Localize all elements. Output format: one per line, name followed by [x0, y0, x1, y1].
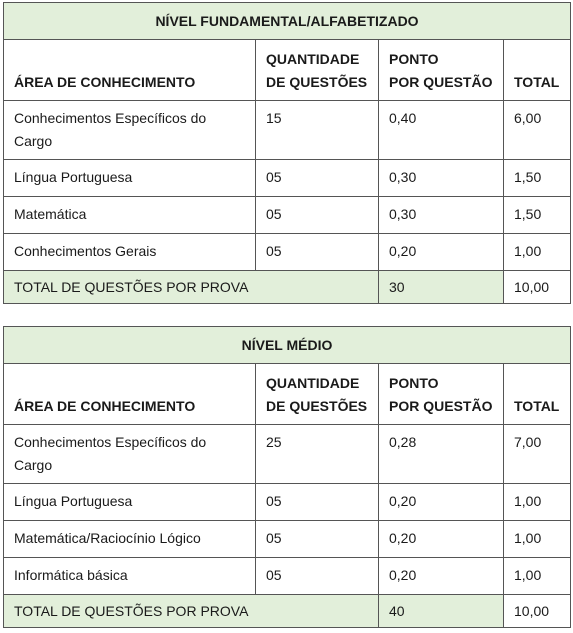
header-points: [379, 364, 504, 425]
header-quantity-line2: DE QUESTÕES: [266, 398, 368, 414]
table-row: [4, 197, 571, 234]
header-total: TOTAL: [504, 40, 571, 101]
header-quantity-line1: QUANTIDADE: [266, 375, 360, 391]
total-label: TOTAL DE QUESTÕES POR PROVA: [4, 595, 379, 628]
header-row: [4, 364, 571, 425]
cell-quantity: 05: [256, 484, 379, 521]
header-points-line2: POR QUESTÃO: [389, 398, 493, 414]
cell-area: Conhecimentos Gerais: [4, 234, 256, 271]
header-points-line2: POR QUESTÃO: [389, 74, 493, 90]
cell-quantity: 05: [256, 521, 379, 558]
header-points-line1: PONTO: [389, 375, 439, 391]
cell-area: Informática básica: [4, 558, 256, 595]
cell-area: [4, 425, 256, 484]
cell-total: 1,50: [504, 160, 571, 197]
cell-points: 0,20: [379, 521, 504, 558]
cell-points: 0,20: [379, 484, 504, 521]
table-nivel-medio: [3, 326, 571, 628]
cell-area-line1: Conhecimentos Específicos do: [14, 110, 207, 126]
cell-quantity: 15: [256, 101, 379, 160]
table-title-row: [4, 327, 571, 364]
cell-points: 0,20: [379, 558, 504, 595]
header-total: TOTAL: [504, 364, 571, 425]
table-row: [4, 101, 571, 160]
cell-area: [4, 101, 256, 160]
cell-total: 6,00: [504, 101, 571, 160]
total-quantity: 30: [379, 271, 504, 304]
total-quantity: 40: [379, 595, 504, 628]
cell-area: Matemática: [4, 197, 256, 234]
cell-points: 0,20: [379, 234, 504, 271]
cell-total: 1,50: [504, 197, 571, 234]
table-row: [4, 558, 571, 595]
table-row: [4, 234, 571, 271]
table-row: [4, 425, 571, 484]
cell-points: 0,30: [379, 160, 504, 197]
table-row: [4, 484, 571, 521]
cell-total: 1,00: [504, 234, 571, 271]
cell-total: 1,00: [504, 558, 571, 595]
header-points-line1: PONTO: [389, 51, 439, 67]
header-points: [379, 40, 504, 101]
cell-area-line2: Cargo: [14, 133, 53, 149]
cell-quantity: 05: [256, 234, 379, 271]
total-points: 10,00: [504, 595, 571, 628]
header-quantity-line2: DE QUESTÕES: [266, 74, 368, 90]
cell-area-line1: Conhecimentos Específicos do: [14, 434, 207, 450]
table-title-row: [4, 3, 571, 40]
table-row: [4, 521, 571, 558]
cell-area: Matemática/Raciocínio Lógico: [4, 521, 256, 558]
table-title: NÍVEL FUNDAMENTAL/ALFABETIZADO: [4, 3, 571, 40]
table-nivel-fundamental: [3, 2, 571, 304]
cell-points: 0,30: [379, 197, 504, 234]
cell-area-line2: Cargo: [14, 457, 53, 473]
cell-points: 0,28: [379, 425, 504, 484]
cell-total: 1,00: [504, 484, 571, 521]
total-label: TOTAL DE QUESTÕES POR PROVA: [4, 271, 379, 304]
cell-quantity: 05: [256, 558, 379, 595]
cell-quantity: 05: [256, 160, 379, 197]
cell-quantity: 05: [256, 197, 379, 234]
cell-area: Língua Portuguesa: [4, 160, 256, 197]
cell-total: 7,00: [504, 425, 571, 484]
header-quantity: [256, 364, 379, 425]
total-row: [4, 271, 571, 304]
header-area: ÁREA DE CONHECIMENTO: [4, 40, 256, 101]
cell-total: 1,00: [504, 521, 571, 558]
total-points: 10,00: [504, 271, 571, 304]
table-row: [4, 160, 571, 197]
header-area: ÁREA DE CONHECIMENTO: [4, 364, 256, 425]
header-quantity: [256, 40, 379, 101]
cell-area: Língua Portuguesa: [4, 484, 256, 521]
cell-quantity: 25: [256, 425, 379, 484]
total-row: [4, 595, 571, 628]
header-quantity-line1: QUANTIDADE: [266, 51, 360, 67]
header-row: [4, 40, 571, 101]
cell-points: 0,40: [379, 101, 504, 160]
table-title: NÍVEL MÉDIO: [4, 327, 571, 364]
